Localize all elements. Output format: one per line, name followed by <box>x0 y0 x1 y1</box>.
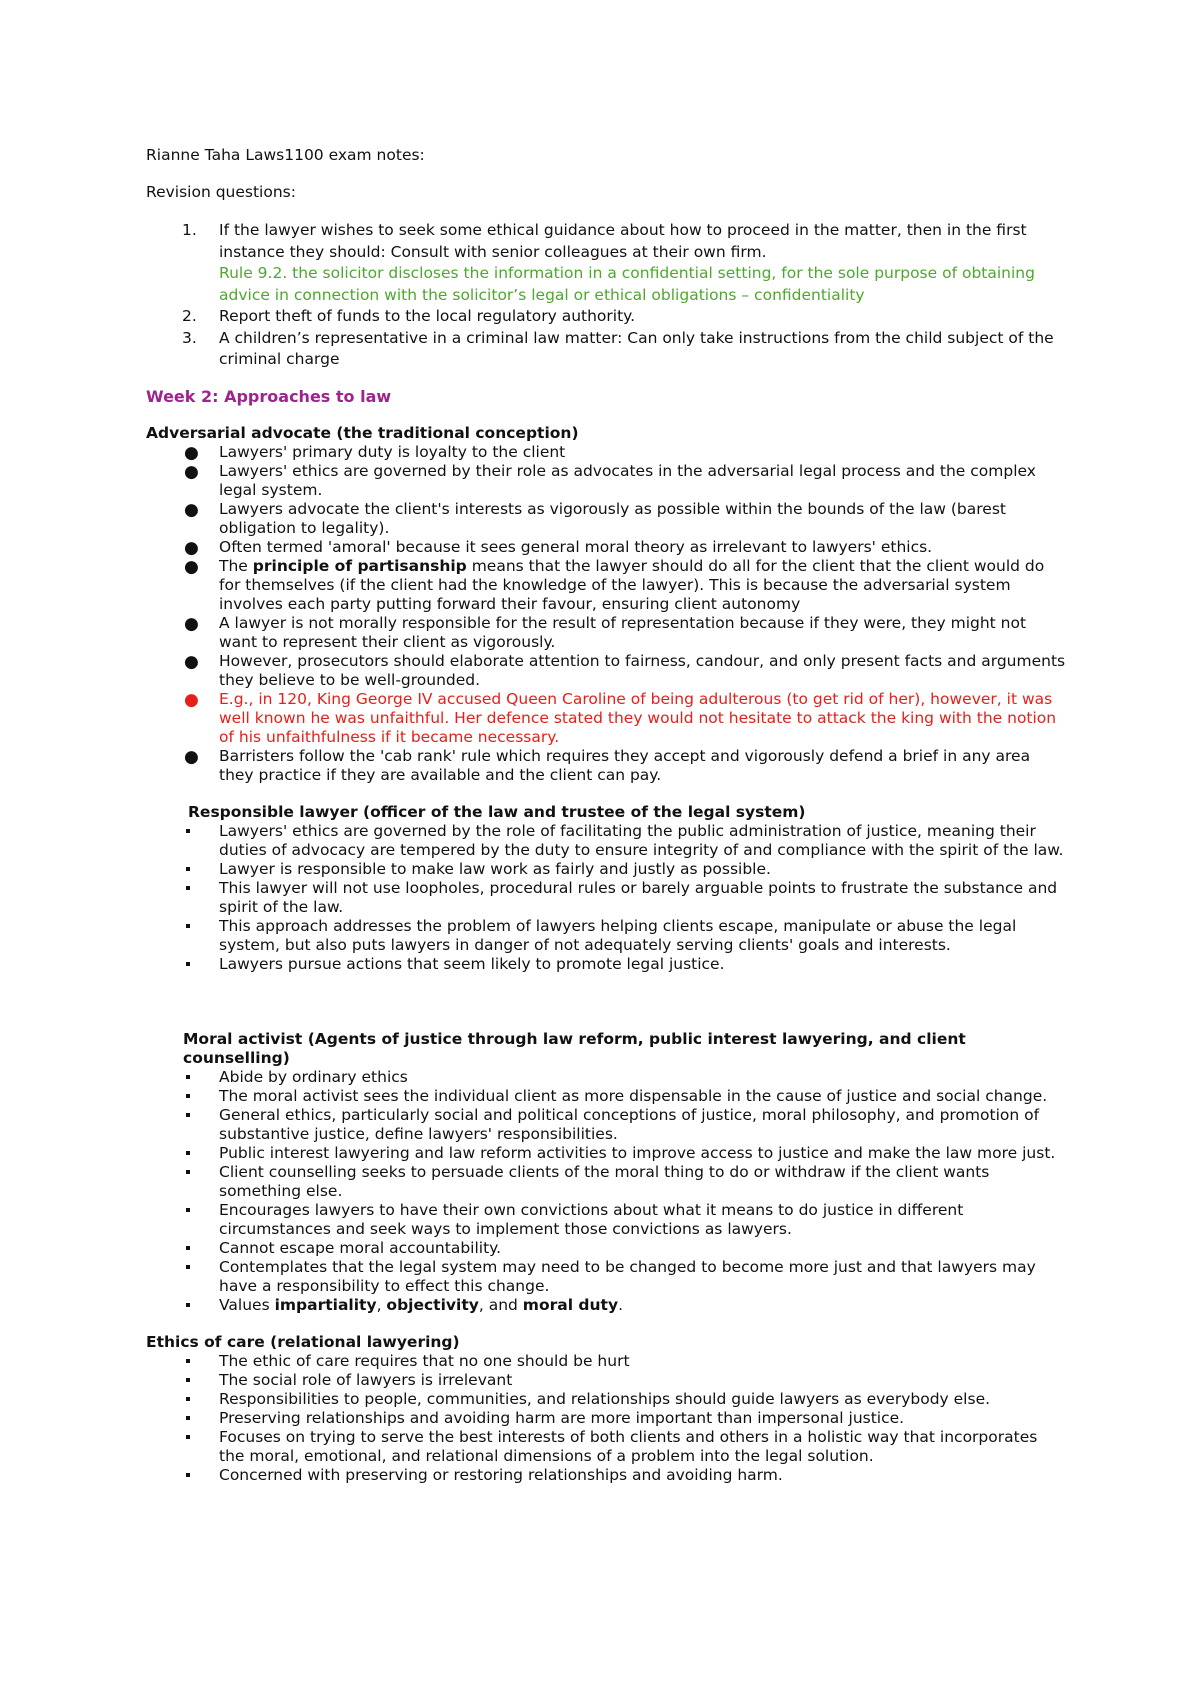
item-text: means that the lawyer should do all for the client that the client would do for themselves (if the client had the knowledge of the lawyer). This is because the adversarial system involves each party putting forward their favour, ensuring client autonomy <box>219 556 1045 613</box>
list-item <box>146 1068 1066 1087</box>
list-item <box>146 652 1066 690</box>
item-text: The social role of lawyers is irrelevant <box>219 1370 513 1389</box>
square-bullet-icon <box>186 962 190 966</box>
item-text: This approach addresses the problem of lawyers helping clients escape, manipulate or abuse the legal system, but also puts lawyers in danger of not adequately serving clients' goals and interests. <box>219 916 1017 954</box>
item-text: , <box>376 1295 387 1314</box>
item-text: However, prosecutors should elaborate attention to fairness, candour, and only present facts and arguments they believe to be well-grounded. <box>219 651 1066 689</box>
item-text: The moral activist sees the individual client as more dispensable in the cause of justice and social change. <box>219 1086 1048 1105</box>
rule-note: Rule 9.2. the solicitor discloses the information in a confidential setting, for the sole purpose of obtaining advice in connection with the solicitor’s legal or ethical obligations – confidentiality <box>219 264 1035 304</box>
item-text: . <box>618 1295 623 1314</box>
document-title: Rianne Taha Laws1100 exam notes: <box>146 146 425 164</box>
item-text: Preserving relationships and avoiding harm are more important than impersonal justice. <box>219 1408 905 1427</box>
square-bullet-icon <box>186 1151 190 1155</box>
item-text: Abide by ordinary ethics <box>219 1067 408 1086</box>
square-bullet-icon <box>186 829 190 833</box>
list-item <box>146 557 1066 614</box>
list-item <box>146 1087 1066 1106</box>
list-number: 1. <box>182 221 197 239</box>
item-text: Lawyers' ethics are governed by their role as advocates in the adversarial legal process and the complex legal system. <box>219 461 1036 499</box>
bold-term: principle of partisanship <box>252 556 467 575</box>
list-item <box>146 955 1066 974</box>
square-bullet-icon <box>186 1473 190 1477</box>
item-text: Cannot escape moral accountability. <box>219 1238 502 1257</box>
item-text: The ethic of care requires that no one should be hurt <box>219 1351 630 1370</box>
square-bullet-icon <box>186 886 190 890</box>
square-bullet-icon <box>186 1094 190 1098</box>
list-item <box>146 1466 1066 1485</box>
item-text: Lawyers advocate the client's interests as vigorously as possible within the bounds of the law (barest obligation to legality). <box>219 499 1006 537</box>
bullet-icon: ● <box>184 442 199 463</box>
list-item <box>146 462 1066 500</box>
list-item <box>146 1163 1066 1201</box>
week-heading: Week 2: Approaches to law <box>146 386 392 406</box>
bullet-icon: ● <box>184 556 199 577</box>
bullet-icon: ● <box>184 746 199 767</box>
item-text: This lawyer will not use loopholes, procedural rules or barely arguable points to frustrate the substance and spirit of the law. <box>219 878 1058 916</box>
list-item <box>146 500 1066 538</box>
list-item <box>146 1296 1066 1315</box>
list-item <box>146 328 1066 371</box>
document-page <box>146 146 1066 1503</box>
item-text: Barristers follow the 'cab rank' rule which requires they accept and vigorously defend a brief in any area they practice if they are available and the client can pay. <box>219 746 1031 784</box>
list-item <box>146 1409 1066 1428</box>
bullet-icon: ● <box>184 613 199 634</box>
list-item <box>146 220 1066 306</box>
square-bullet-icon <box>186 867 190 871</box>
section-heading-care: Ethics of care (relational lawyering) <box>146 1332 460 1351</box>
square-bullet-icon <box>186 1397 190 1401</box>
item-text: Often termed 'amoral' because it sees general moral theory as irrelevant to lawyers' ethics. <box>219 537 933 556</box>
square-bullet-icon <box>186 924 190 928</box>
item-text: Lawyers' ethics are governed by the role of facilitating the public administration of justice, meaning their duties of advocacy are tempered by the duty to ensure integrity of and compliance with the spirit of the law. <box>219 821 1064 859</box>
square-bullet-icon <box>186 1113 190 1117</box>
item-text: Public interest lawyering and law reform activities to improve access to justice and make the law more just. <box>219 1143 1056 1162</box>
item-text: The <box>219 556 253 575</box>
bold-term: impartiality <box>274 1295 377 1314</box>
item-text: Lawyers' primary duty is loyalty to the client <box>219 442 566 461</box>
section-heading-adversarial: Adversarial advocate (the traditional conception) <box>146 423 579 442</box>
list-item <box>146 1239 1066 1258</box>
bullet-icon: ● <box>184 499 199 520</box>
list-item <box>146 1258 1066 1296</box>
list-item <box>146 879 1066 917</box>
square-bullet-icon <box>186 1416 190 1420</box>
revision-label: Revision questions: <box>146 183 296 201</box>
list-item <box>146 747 1066 785</box>
list-item <box>146 443 1066 462</box>
bullet-icon: ● <box>184 689 199 710</box>
bold-term: moral duty <box>522 1295 619 1314</box>
question-text: A children’s representative in a criminal law matter: Can only take instructions from the child subject of the criminal charge <box>219 328 1054 368</box>
item-text: Contemplates that the legal system may need to be changed to become more just and that lawyers may have a responsibility to effect this change. <box>219 1257 1036 1295</box>
bullet-icon: ● <box>184 537 199 558</box>
list-item <box>146 614 1066 652</box>
square-bullet-icon <box>186 1265 190 1269</box>
bold-term: objectivity <box>386 1295 479 1314</box>
revision-questions-list <box>146 220 1066 371</box>
item-text: Lawyers pursue actions that seem likely to promote legal justice. <box>219 954 725 973</box>
item-text: Client counselling seeks to persuade clients of the moral thing to do or withdraw if the client wants something else. <box>219 1162 990 1200</box>
list-item <box>146 860 1066 879</box>
care-list <box>146 1352 1066 1485</box>
list-number: 2. <box>182 307 197 325</box>
square-bullet-icon <box>186 1075 190 1079</box>
question-text: If the lawyer wishes to seek some ethical guidance about how to proceed in the matter, then in the first instance they should: Consult with senior colleagues at their own firm. <box>219 221 1027 261</box>
list-item <box>146 1144 1066 1163</box>
list-item <box>146 1352 1066 1371</box>
square-bullet-icon <box>186 1303 190 1307</box>
section-heading-responsible: Responsible lawyer (officer of the law and trustee of the legal system) <box>188 802 806 821</box>
item-text: A lawyer is not morally responsible for the result of representation because if they were, they might not want to represent their client as vigorously. <box>219 613 1027 651</box>
adversarial-list <box>146 443 1066 785</box>
item-text: General ethics, particularly social and political conceptions of justice, moral philosophy, and promotion of substantive justice, define lawyers' responsibilities. <box>219 1105 1040 1143</box>
square-bullet-icon <box>186 1246 190 1250</box>
list-item-example <box>146 690 1066 747</box>
item-text: Concerned with preserving or restoring relationships and avoiding harm. <box>219 1465 783 1484</box>
spacer <box>146 992 1066 1030</box>
square-bullet-icon <box>186 1359 190 1363</box>
bullet-icon: ● <box>184 651 199 672</box>
question-text: Report theft of funds to the local regulatory authority. <box>219 307 636 325</box>
list-item <box>146 822 1066 860</box>
list-number: 3. <box>182 328 197 347</box>
list-item <box>146 538 1066 557</box>
square-bullet-icon <box>186 1208 190 1212</box>
list-item <box>146 1428 1066 1466</box>
item-text: Responsibilities to people, communities, and relationships should guide lawyers as everybody else. <box>219 1389 991 1408</box>
moral-list <box>146 1068 1066 1315</box>
responsible-list <box>146 822 1066 974</box>
item-text: Encourages lawyers to have their own convictions about what it means to do justice in different circumstances and seek ways to implement those convictions as lawyers. <box>219 1200 964 1238</box>
list-item <box>146 1371 1066 1390</box>
item-text: Values <box>219 1295 275 1314</box>
square-bullet-icon <box>186 1435 190 1439</box>
bullet-icon: ● <box>184 461 199 482</box>
item-text: , and <box>478 1295 523 1314</box>
list-item <box>146 1106 1066 1144</box>
list-item <box>146 1390 1066 1409</box>
section-heading-moral: Moral activist (Agents of justice through law reform, public interest lawyering, and client counselling) <box>183 1029 966 1067</box>
list-item <box>146 917 1066 955</box>
item-text: Lawyer is responsible to make law work as fairly and justly as possible. <box>219 859 771 878</box>
square-bullet-icon <box>186 1378 190 1382</box>
item-text: Focuses on trying to serve the best interests of both clients and others in a holistic way that incorporates the moral, emotional, and relational dimensions of a problem into the legal solution. <box>219 1427 1038 1465</box>
list-item <box>146 306 1066 328</box>
item-text: E.g., in 120, King George IV accused Queen Caroline of being adulterous (to get rid of her), however, it was well known he was unfaithful. Her defence stated they would not hesitate to attack the king with the notion of his unfaithfulness if it became necessary. <box>219 689 1057 746</box>
square-bullet-icon <box>186 1170 190 1174</box>
list-item <box>146 1201 1066 1239</box>
